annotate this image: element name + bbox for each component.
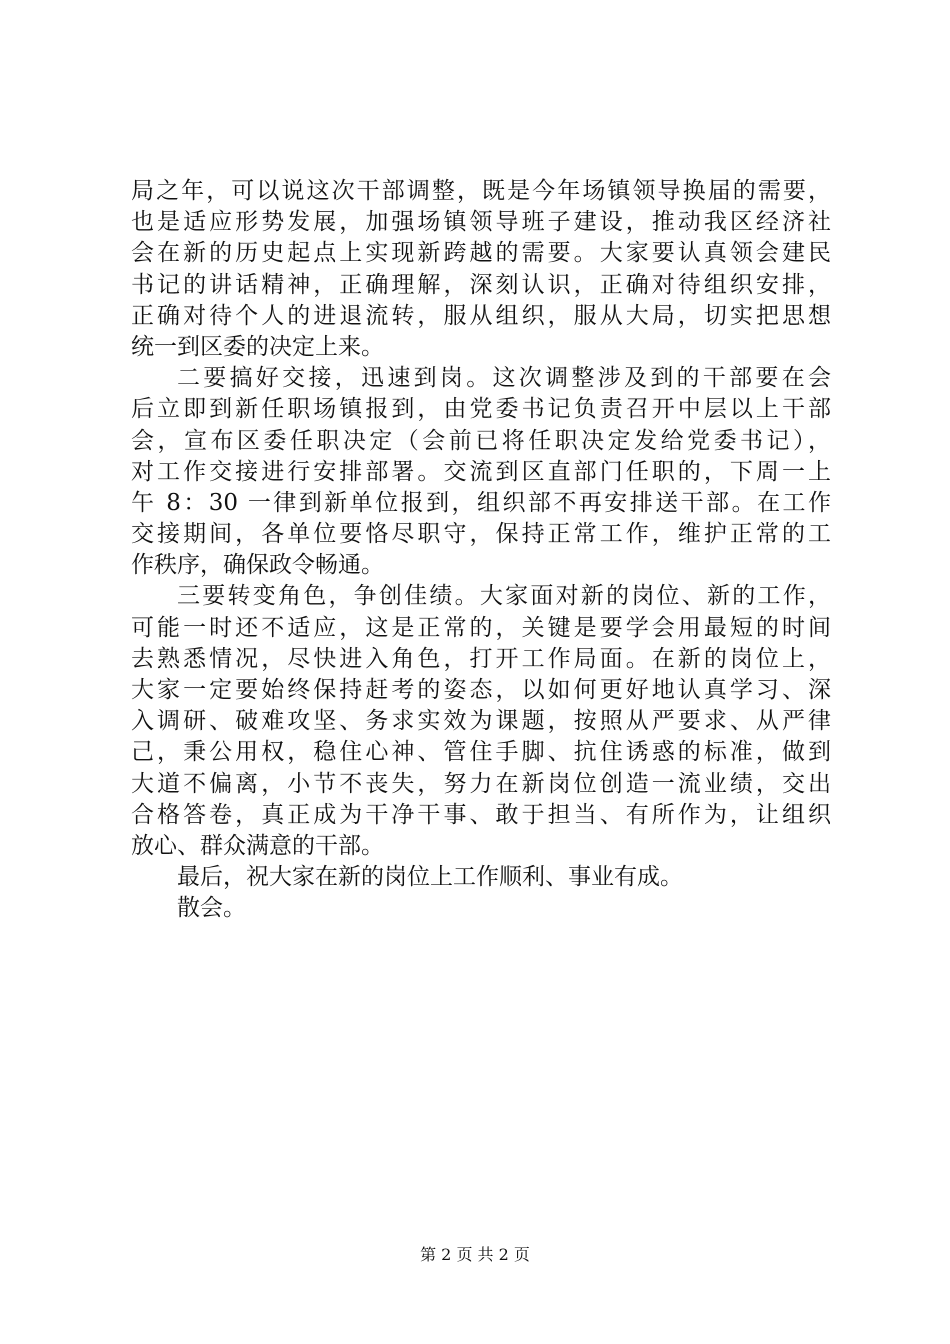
text-line: 也是适应形势发展，加强场镇领导班子建设，推动我区经济社 [131,209,831,236]
text-line: 合格答卷，真正成为干净干事、敢于担当、有所作为，让组织 [131,801,831,828]
text-line: 局之年，可以说这次干部调整，既是今年场镇领导换届的需要， [131,178,831,204]
text-line: 大家一定要始终保持赶考的姿态，以如何更好地认真学习、深 [131,677,831,703]
body-text [131,176,831,925]
text-line: 最后，祝大家在新的岗位上工作顺利、事业有成。 [177,864,683,891]
text-line: 散会。 [177,895,246,922]
text-line: 交接期间，各单位要恪尽职守，保持正常工作，维护正常的工 [131,521,831,548]
text-line: 后立即到新任职场镇报到，由党委书记负责召开中层以上干部 [131,396,831,423]
text-line: 对工作交接进行安排部署。交流到区直部门任职的，下周一上 [131,458,831,485]
text-line: 作秩序，确保政令畅通。 [131,552,384,579]
text-line: 书记的讲话精神，正确理解，深刻认识，正确对待组织安排， [131,271,831,298]
text-line: 二要搞好交接，迅速到岗。这次调整涉及到的干部要在会 [177,365,831,392]
text-line: 午 8：30 一律到新单位报到，组织部不再安排送干部。在工作 [131,489,831,516]
text-line: 入调研、破难攻坚、务求实效为课题，按照从严要求、从严律 [131,708,831,735]
text-line: 统一到区委的决定上来。 [131,333,384,360]
text-line: 去熟悉情况，尽快进入角色，打开工作局面。在新的岗位上， [131,645,831,672]
text-line: 会，宣布区委任职决定（会前已将任职决定发给党委书记）， [131,427,831,454]
page-footer: 第 2 页 共 2 页 [420,1245,530,1264]
text-line: 会在新的历史起点上实现新跨越的需要。大家要认真领会建民 [131,240,831,267]
text-line: 放心、群众满意的干部。 [131,832,384,859]
text-line: 可能一时还不适应，这是正常的，关键是要学会用最短的时间 [131,614,831,641]
text-line: 大道不偏离，小节不丧失，努力在新岗位创造一流业绩，交出 [131,770,831,797]
text-line: 正确对待个人的进退流转，服从组织，服从大局，切实把思想 [131,302,831,329]
text-line: 己，秉公用权，稳住心神、管住手脚、抗住诱惑的标准，做到 [131,739,831,766]
text-line: 三要转变角色，争创佳绩。大家面对新的岗位、新的工作， [177,583,831,610]
